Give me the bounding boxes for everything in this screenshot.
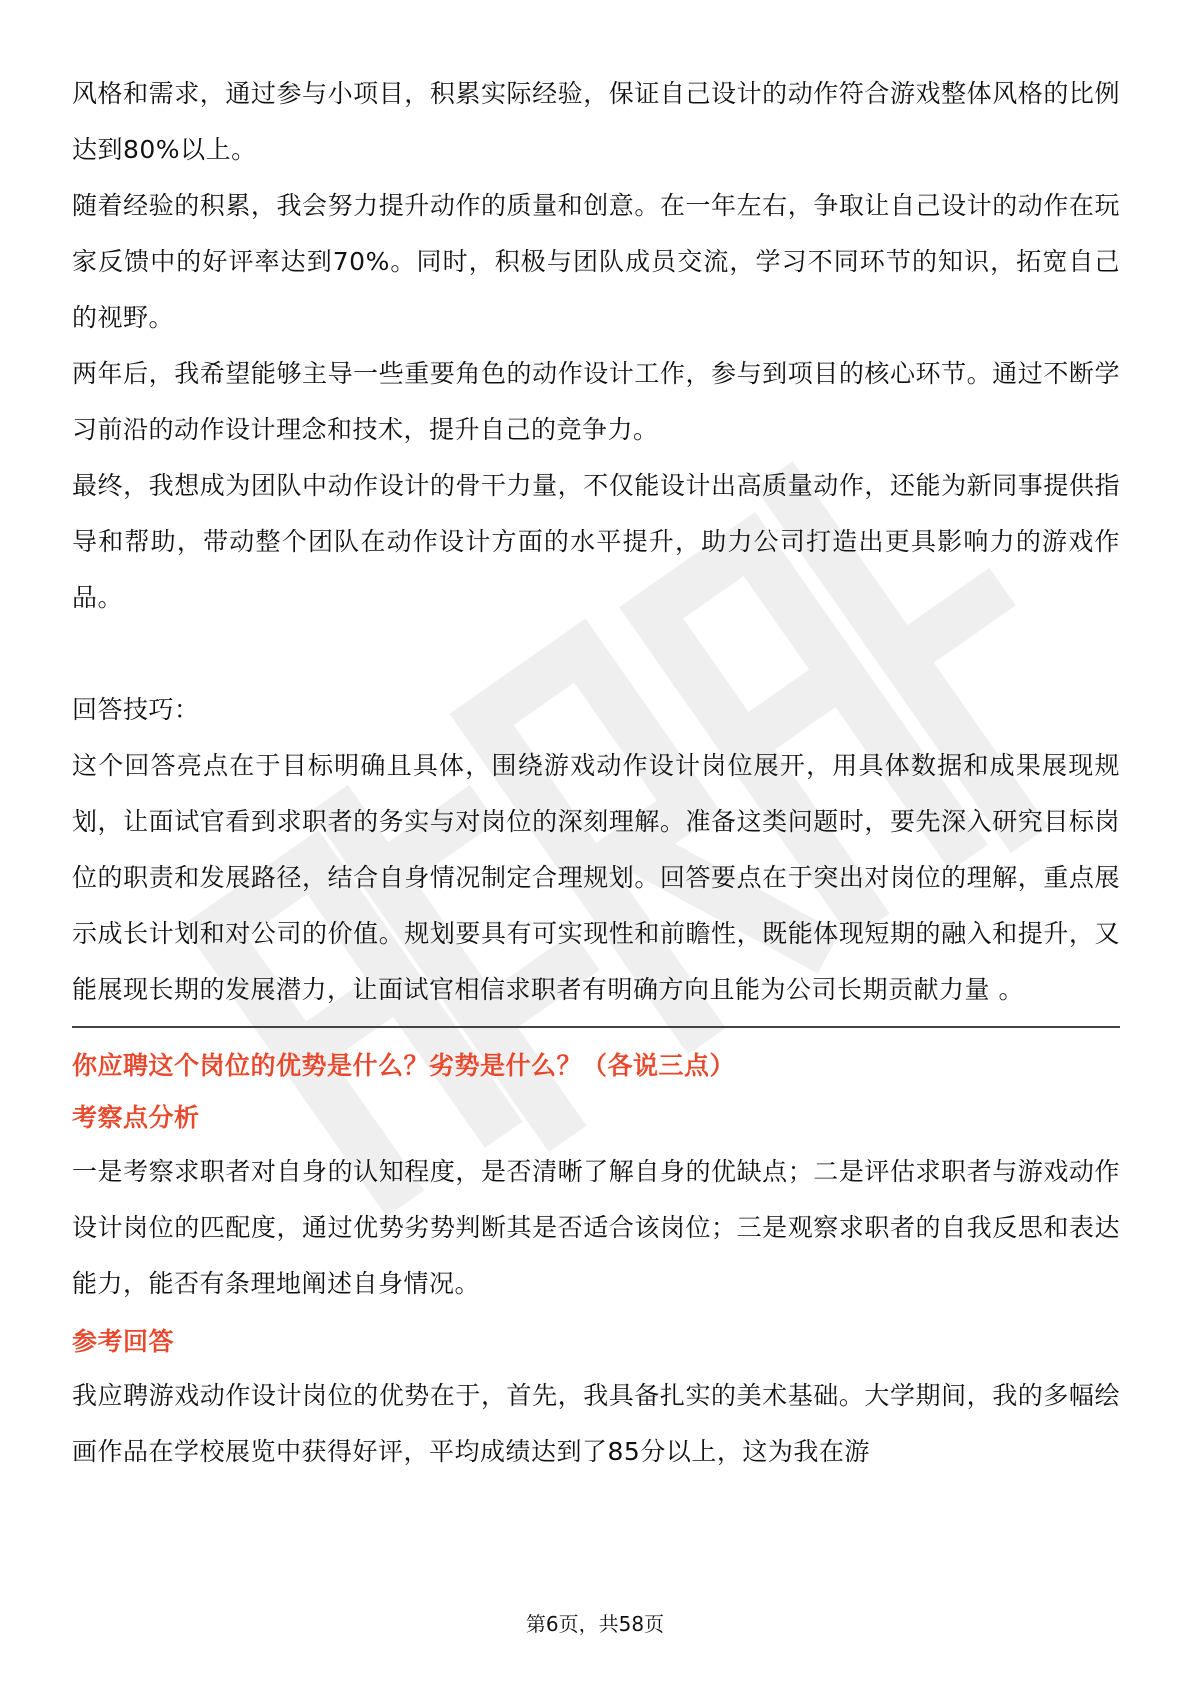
analysis-body: 一是考察求职者对自身的认知程度，是否清晰了解自身的优缺点；二是评估求职者与游戏动作设计岗位的匹配度，通过优势劣势判断其是否适合该岗位；三是观察求职者的自我反思和表达能力，能否有条理地阐述自身情况。 <box>72 1157 1120 1298</box>
tips-body: 这个回答亮点在于目标明确且具体，围绕游戏动作设计岗位展开，用具体数据和成果展现规划，让面试官看到求职者的务实与对岗位的深刻理解。准备这类问题时，要先深入研究目标岗位的职责和发展路径，结合自身情况制定合理规划。回答要点在于突出对岗位的理解，重点展示成长计划和对公司的价值。规划要具有可实现性和前瞻性，既能体现短期的融入和提升，又能展现长期的发展潜力，让面试官相信求职者有明确方向且能为公司长期贡献力量 。 <box>72 751 1120 1004</box>
answer-body: 我应聘游戏动作设计岗位的优势在于，首先，我具备扎实的美术基础。大学期间，我的多幅绘画作品在学校展览中获得好评，平均成绩达到了85分以上，这为我在游 <box>72 1381 1120 1466</box>
section-divider <box>72 1026 1120 1028</box>
answer-heading: 参考回答 <box>72 1327 175 1356</box>
spacer <box>72 626 1120 682</box>
page-number: 第6页，共58页 <box>525 1612 665 1636</box>
body-paragraph: 随着经验的积累，我会努力提升动作的质量和创意。在一年左右，争取让自己设计的动作在玩家反馈中的好评率达到70%。同时，积极与团队成员交流，学习不同环节的知识，拓宽自己的视野。 <box>72 191 1120 332</box>
analysis-heading: 考察点分析 <box>72 1103 200 1132</box>
question-title: 你应聘这个岗位的优势是什么？劣势是什么？（各说三点） <box>72 1051 736 1080</box>
body-paragraph: 最终，我想成为团队中动作设计的骨干力量，不仅能设计出高质量动作，还能为新同事提供指导和帮助，带动整个团队在动作设计方面的水平提升，助力公司打造出更具影响力的游戏作品。 <box>72 471 1120 612</box>
tips-heading: 回答技巧： <box>72 695 200 724</box>
body-paragraph: 两年后，我希望能够主导一些重要角色的动作设计工作，参与到项目的核心环节。通过不断学习前沿的动作设计理念和技术，提升自己的竞争力。 <box>72 359 1120 444</box>
page-content <box>72 66 1120 1480</box>
body-paragraph: 风格和需求，通过参与小项目，积累实际经验，保证自己设计的动作符合游戏整体风格的比例达到80%以上。 <box>72 79 1120 164</box>
